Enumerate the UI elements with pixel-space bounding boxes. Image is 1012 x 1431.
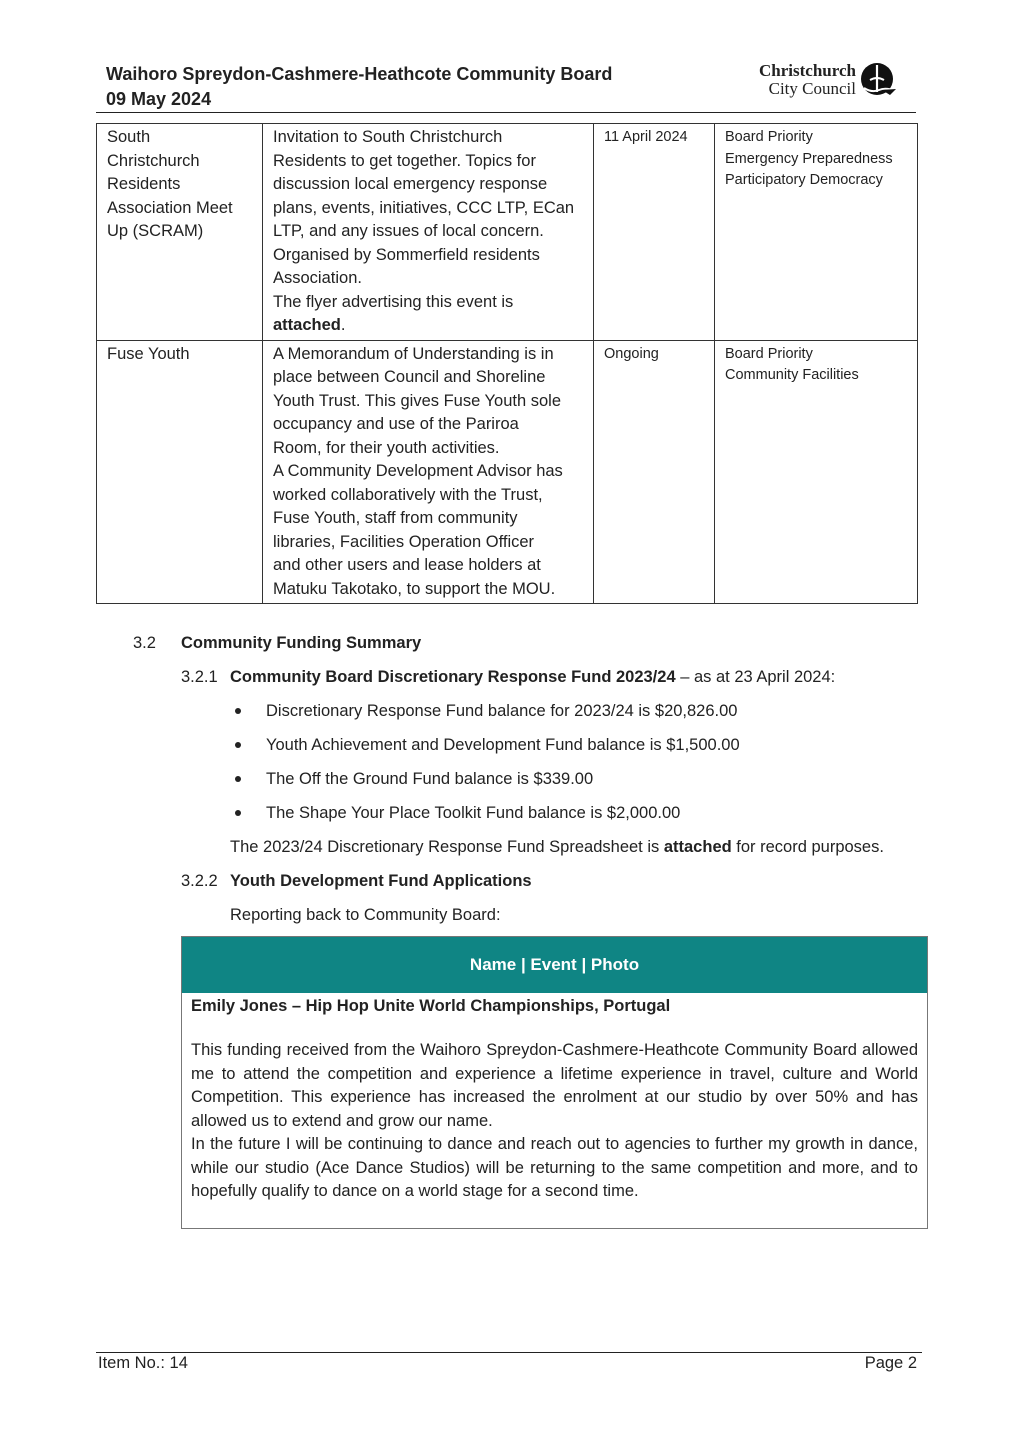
page-number: Page 2 bbox=[864, 1354, 917, 1372]
board-name: Waihoro Spreydon-Cashmere-Heathcote Community Board bbox=[106, 64, 613, 84]
subsection-number: 3.2.1 bbox=[181, 668, 218, 686]
fund-balance-list bbox=[230, 697, 740, 833]
activity-description-cell: A Memorandum of Understanding is in place between Council and Shoreline Youth Trust. This gives Fuse Youth sole occupancy and use of the Pariroa Room, for their youth activities. A Community Development Advisor has worked collaboratively with the Trust, Fuse Youth, staff from community libraries, Facilities Operation Officer and other users and lease holders at Matuku Takotako, to support the MOU. bbox=[263, 340, 594, 604]
report-subtitle: Emily Jones – Hip Hop Unite World Championships, Portugal bbox=[191, 997, 671, 1015]
table-row bbox=[97, 340, 918, 604]
cathedral-logo-icon bbox=[860, 62, 898, 98]
spreadsheet-note: The 2023/24 Discretionary Response Fund Spreadsheet is attached for record purposes. bbox=[230, 838, 884, 856]
activity-priority-cell: Board Priority Emergency Preparedness Participatory Democracy bbox=[715, 124, 918, 341]
activity-date-cell: 11 April 2024 bbox=[594, 124, 715, 341]
activity-name-cell: Fuse Youth bbox=[97, 340, 263, 604]
header-divider bbox=[96, 112, 916, 113]
report-body bbox=[182, 1039, 927, 1204]
report-paragraph: In the future I will be continuing to dance and reach out to agencies to further my growth in dance, while our studio (Ace Dance Studios) will be returning to the same competition and more, and to hopefully qualify to dance on a world stage for a second time. bbox=[191, 1135, 918, 1200]
activity-date-cell: Ongoing bbox=[594, 340, 715, 604]
logo-line-1: Christchurch bbox=[759, 61, 856, 80]
table-row bbox=[97, 124, 918, 341]
section-number: 3.2 bbox=[133, 634, 156, 652]
activities-table bbox=[96, 123, 918, 604]
activity-name-cell: South Christchurch Residents Association Meet Up (SCRAM) bbox=[97, 124, 263, 341]
report-header: Name | Event | Photo bbox=[182, 937, 927, 993]
meeting-date: 09 May 2024 bbox=[106, 89, 212, 109]
list-item: The Shape Your Place Toolkit Fund balance is $2,000.00 bbox=[230, 799, 740, 833]
activity-description-cell: Invitation to South Christchurch Residents to get together. Topics for discussion local emergency response plans, events, initiatives, CCC LTP, ECan LTP, and any issues of local concern. Organised by Sommerfield residents Association. The flyer advertising this event is attached. bbox=[263, 124, 594, 341]
subsection-number: 3.2.2 bbox=[181, 872, 218, 890]
council-logo bbox=[745, 62, 900, 102]
subsection-heading: Community Board Discretionary Response Fund 2023/24 – as at 23 April 2024: bbox=[230, 668, 836, 686]
subsection-heading: Youth Development Fund Applications bbox=[230, 872, 532, 890]
section-title: Community Funding Summary bbox=[181, 634, 422, 652]
item-number: Item No.: 14 bbox=[98, 1354, 188, 1372]
logo-line-2: City Council bbox=[768, 79, 856, 98]
list-item: Youth Achievement and Development Fund balance is $1,500.00 bbox=[230, 731, 740, 765]
list-item: The Off the Ground Fund balance is $339.00 bbox=[230, 765, 740, 799]
youth-report-box bbox=[181, 936, 928, 1229]
footer-divider bbox=[96, 1352, 922, 1353]
page-header bbox=[106, 62, 612, 112]
report-paragraph: This funding received from the Waihoro Spreydon-Cashmere-Heathcote Community Board allowed me to attend the competition and experience a lifetime experience in travel, culture and World Competition. This experience has increased the enrolment at our studio by over 50% and has allowed us to extend and grow our name. bbox=[191, 1041, 918, 1130]
activity-priority-cell: Board Priority Community Facilities bbox=[715, 340, 918, 604]
reporting-intro: Reporting back to Community Board: bbox=[230, 906, 501, 924]
list-item: Discretionary Response Fund balance for 2023/24 is $20,826.00 bbox=[230, 697, 740, 731]
